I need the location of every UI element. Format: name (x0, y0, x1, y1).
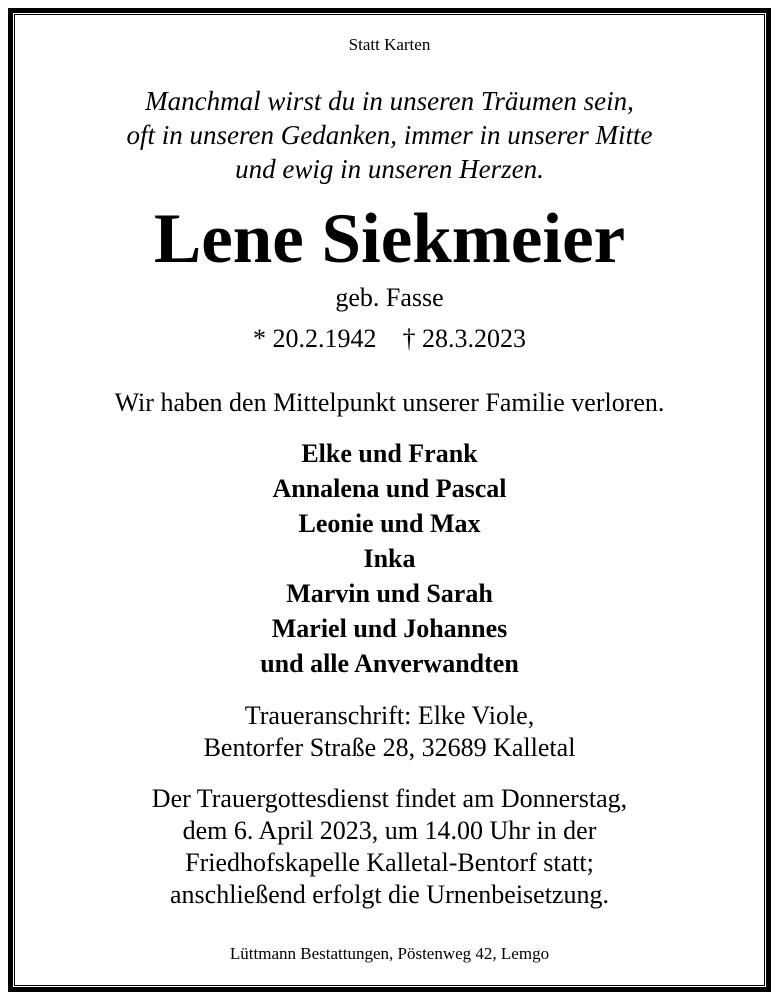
verse-line-3: und ewig in unseren Herzen. (235, 154, 544, 184)
mourner-7: und alle Anverwandten (260, 649, 519, 678)
undertaker: Lüttmann Bestattungen, Pöstenweg 42, Lemgo (229, 944, 550, 963)
mourner-4: Inka (363, 544, 416, 573)
born-name: geb. Fasse (335, 283, 444, 312)
mourner-1: Elke und Frank (301, 439, 478, 468)
service-line-2: dem 6. April 2023, um 14.00 Uhr in der (182, 816, 597, 845)
verse-line-2: oft in unseren Gedanken, immer in unserer Mitte (126, 120, 653, 150)
mourner-5: Marvin und Sarah (286, 579, 493, 608)
statt-karten: Statt Karten (348, 35, 431, 54)
death-date: † 28.3.2023 (402, 324, 526, 353)
address-line-1: Traueranschrift: Elke Viole, (244, 701, 535, 730)
mourner-6: Mariel und Johannes (271, 614, 508, 643)
service-line-4: anschließend erfolgt die Urnenbeisetzung. (170, 880, 609, 909)
birth-date: * 20.2.1942 (253, 324, 377, 353)
service-line-1: Der Trauergottesdienst findet am Donnerstag, (151, 784, 628, 813)
verse-line-1: Manchmal wirst du in unseren Träumen sein, (145, 86, 634, 116)
deceased-name: Lene Siekmeier (153, 200, 626, 278)
mourner-3: Leonie und Max (298, 509, 481, 538)
mourner-2: Annalena und Pascal (272, 474, 507, 503)
service-line-3: Friedhofskapelle Kalletal-Bentorf statt; (185, 848, 594, 877)
address-line-2: Bentorfer Straße 28, 32689 Kalletal (203, 733, 576, 762)
life-dates (0, 324, 779, 354)
statement: Wir haben den Mittelpunkt unserer Familie verloren. (114, 388, 665, 417)
